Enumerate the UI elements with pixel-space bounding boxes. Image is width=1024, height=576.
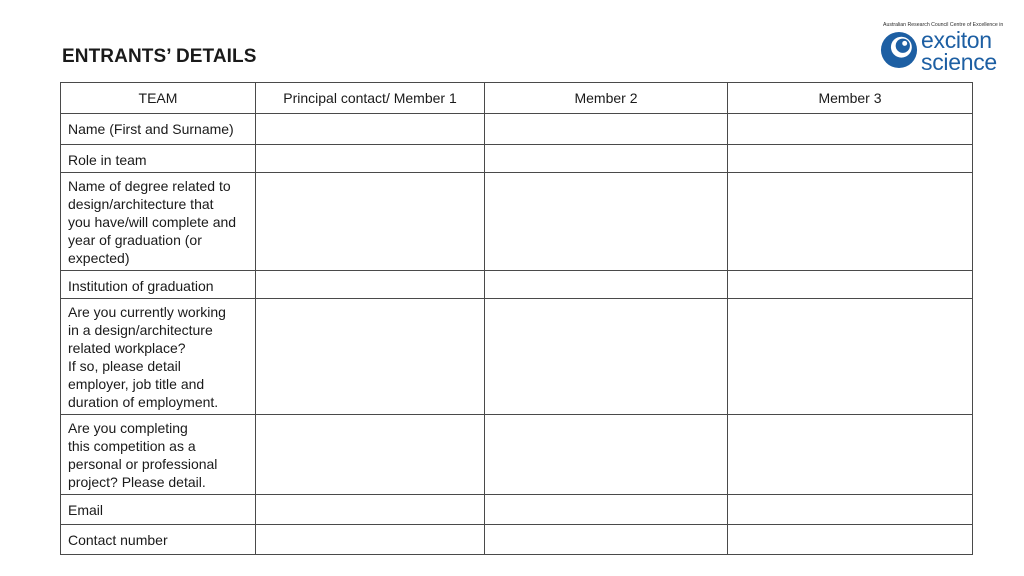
- row-label-cell: [61, 415, 256, 495]
- column-header-member-3: Member 3: [728, 83, 973, 114]
- row-label-cell: [61, 495, 256, 525]
- row-label-cell: [61, 145, 256, 173]
- row-label-role: Role in team: [68, 152, 147, 168]
- row-label-degree: Name of degree related to design/architecture that you have/will complete and year of graduation (or expected): [68, 178, 237, 266]
- entry-cell-member-1[interactable]: [256, 415, 485, 495]
- entry-cell-member-2[interactable]: [485, 173, 728, 271]
- entrants-details-table: [60, 82, 973, 555]
- entry-cell-member-2[interactable]: [485, 525, 728, 555]
- row-label-competition-project: Are you completing this competition as a personal or professional project? Please detail.: [68, 420, 218, 490]
- entry-cell-member-3[interactable]: [728, 145, 973, 173]
- table-row: [61, 495, 973, 525]
- entry-cell-member-3[interactable]: [728, 114, 973, 145]
- table-row: [61, 525, 973, 555]
- entry-cell-member-1[interactable]: [256, 114, 485, 145]
- logo-word-science: science: [921, 49, 997, 75]
- row-label-name: Name (First and Surname): [68, 121, 234, 137]
- entry-cell-member-1[interactable]: [256, 145, 485, 173]
- table-row: [61, 173, 973, 271]
- row-label-cell: [61, 173, 256, 271]
- entry-cell-member-3[interactable]: [728, 495, 973, 525]
- table-row: [61, 114, 973, 145]
- table-header-row: [61, 83, 973, 114]
- entry-cell-member-3[interactable]: [728, 525, 973, 555]
- entry-cell-member-1[interactable]: [256, 173, 485, 271]
- table-row: [61, 145, 973, 173]
- row-label-cell: [61, 525, 256, 555]
- entry-cell-member-1[interactable]: [256, 495, 485, 525]
- row-label-email: Email: [68, 502, 104, 518]
- entry-cell-member-1[interactable]: [256, 299, 485, 415]
- row-label-cell: [61, 114, 256, 145]
- entry-cell-member-2[interactable]: [485, 415, 728, 495]
- exciton-science-logo: [878, 22, 1008, 78]
- page-title: ENTRANTS’ DETAILS: [62, 46, 257, 67]
- entry-cell-member-3[interactable]: [728, 173, 973, 271]
- row-label-contact-number: Contact number: [68, 532, 168, 548]
- entry-cell-member-2[interactable]: [485, 495, 728, 525]
- row-label-cell: [61, 299, 256, 415]
- row-label-cell: [61, 271, 256, 299]
- entry-cell-member-1[interactable]: [256, 525, 485, 555]
- entry-cell-member-2[interactable]: [485, 145, 728, 173]
- entry-cell-member-3[interactable]: [728, 299, 973, 415]
- logo-caption: Australian Research Council Centre of Excellence in: [883, 22, 1004, 28]
- entry-cell-member-1[interactable]: [256, 271, 485, 299]
- logo-word-exciton: exciton: [921, 27, 992, 53]
- column-header-member-2: Member 2: [485, 83, 728, 114]
- entry-cell-member-3[interactable]: [728, 271, 973, 299]
- table-row: [61, 271, 973, 299]
- column-header-member-1: Principal contact/ Member 1: [256, 83, 485, 114]
- row-label-institution: Institution of graduation: [68, 278, 214, 294]
- table-row: [61, 299, 973, 415]
- table-row: [61, 415, 973, 495]
- entry-cell-member-2[interactable]: [485, 114, 728, 145]
- column-header-team: TEAM: [61, 83, 256, 114]
- exciton-logo-icon: [880, 31, 918, 69]
- entry-cell-member-2[interactable]: [485, 299, 728, 415]
- entry-cell-member-2[interactable]: [485, 271, 728, 299]
- entry-cell-member-3[interactable]: [728, 415, 973, 495]
- row-label-workplace: Are you currently working in a design/architecture related workplace? If so, please detail employer, job title and duration of employment.: [68, 304, 226, 410]
